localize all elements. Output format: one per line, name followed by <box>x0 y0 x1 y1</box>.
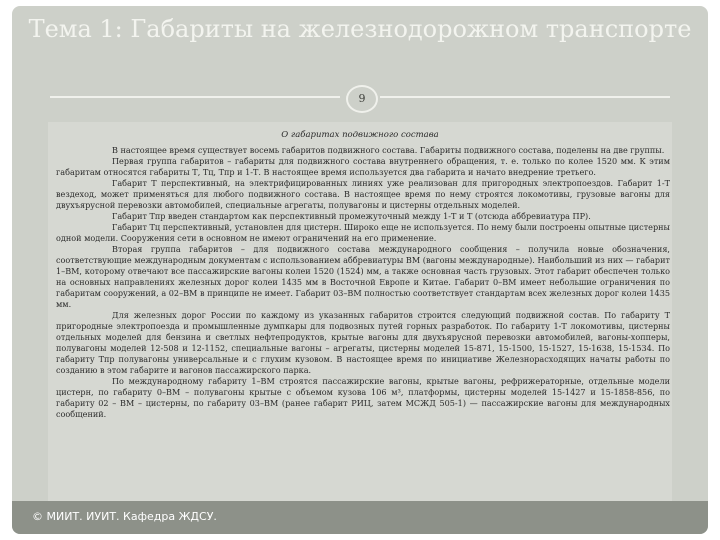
slide-title: Тема 1: Габариты на железнодорожном транспорте <box>28 15 692 43</box>
paragraph: Габарит Тпр введен стандартом как перспективный промежуточный между 1-Т и Т (отсюда аббревиатура ПР). <box>112 211 591 221</box>
paragraph: Для железных дорог России по каждому из указанных габаритов строится следующий подвижной состав. По габариту Т пригородные электропоезда и промышленные думпкары для подвозных путей горных разработок. По габариту 1-Т локомотивы, цистерны отдельных моделей для бензина и светлых нефтепродуктов, крытые вагоны для двухъярусной перевозки автомобилей, вагоны-хопперы, полувагоны моделей 12-508 и 12-1152, специальные вагоны – агрегаты, цистерны моделей 15-871, 15-1500, 15-1527, 15-1638, 15-1534. По габариту Тпр полувагоны универсальные и с глухим кузовом. В настоящее время по инициативе Железнорасходящих начаты работы по созданию в этом габарите и вагонов пассажирского парка. <box>56 310 670 375</box>
paragraph: Габарит Т перспективный, на электрифицированных линиях уже реализован для пригородных электропоездов. Габарит 1-Т вездеход, может применяться для любого подвижного состава. В настоящее время по нему строятся локомотивы, грузовые вагоны для двухъярусной перевозки автомобилей, специальные агрегаты, полувагоны и цистерны отдельных моделей. <box>56 178 670 210</box>
paragraph: Габарит Тц перспективный, установлен для цистерн. Широко еще не используется. По нему были построены опытные цистерны одной модели. Сооружения сети в основном не имеют ограничений на его применение. <box>56 222 670 243</box>
page-number-badge: 9 <box>346 85 378 113</box>
slide <box>12 6 708 534</box>
document-image <box>48 122 672 502</box>
paragraph: По международному габариту 1–ВМ строятся пассажирские вагоны, крытые вагоны, рефрижераторные, отдельные модели цистерн, по габариту 0–ВМ – полувагоны крытые с объемом кузова 106 м³, платформы, цистерны моделей 15-1427 и 15-1858-856, по габариту 02 – ВМ – цистерны, по габариту 03–ВМ (ранее габарит РИЦ, затем МСЖД 505-1) — пассажирские вагоны для международных сообщений. <box>56 376 670 419</box>
paragraph: В настоящее время существует восемь габаритов подвижного состава. Габариты подвижного состава, поделены на две группы. <box>112 145 665 155</box>
paragraph: Первая группа габаритов – габариты для подвижного состава внутреннего обращения, т. е. только по колее 1520 мм. К этим габаритам относятся габариты Т, Тц, Тпр и 1-Т. В настоящее время используется два габарита и начато внедрение третьего. <box>56 156 670 177</box>
footer-bar <box>12 501 708 534</box>
document-subtitle: О габаритах подвижного состава <box>281 130 439 140</box>
paragraph: Вторая группа габаритов – для подвижного состава международного сообщения – получила новые обозначения, соответствующие международным документам с использованием аббревиатуры ВМ (вагоны международные). Наибольший из них — габарит 1–ВМ, которому отвечают все пассажирские вагоны колеи 1520 (1524) мм, а также основная часть грузовых. Этот габарит обеспечен только на основных направлениях железных дорог колеи 1435 мм в Восточной Европе и Китае. Габарит 0–ВМ имеет небольшие ограничения по габаритам сооружений, а 02–ВМ в принципе не имеет. Габарит 03–ВМ полностью соответствует стандартам всех железных дорог колеи 1435 мм. <box>56 244 670 309</box>
footer-copyright: © МИИТ. ИУИТ. Кафедра ЖДСУ. <box>32 510 217 523</box>
divider-left <box>50 96 340 98</box>
divider-right <box>380 96 670 98</box>
document-body <box>56 145 670 420</box>
